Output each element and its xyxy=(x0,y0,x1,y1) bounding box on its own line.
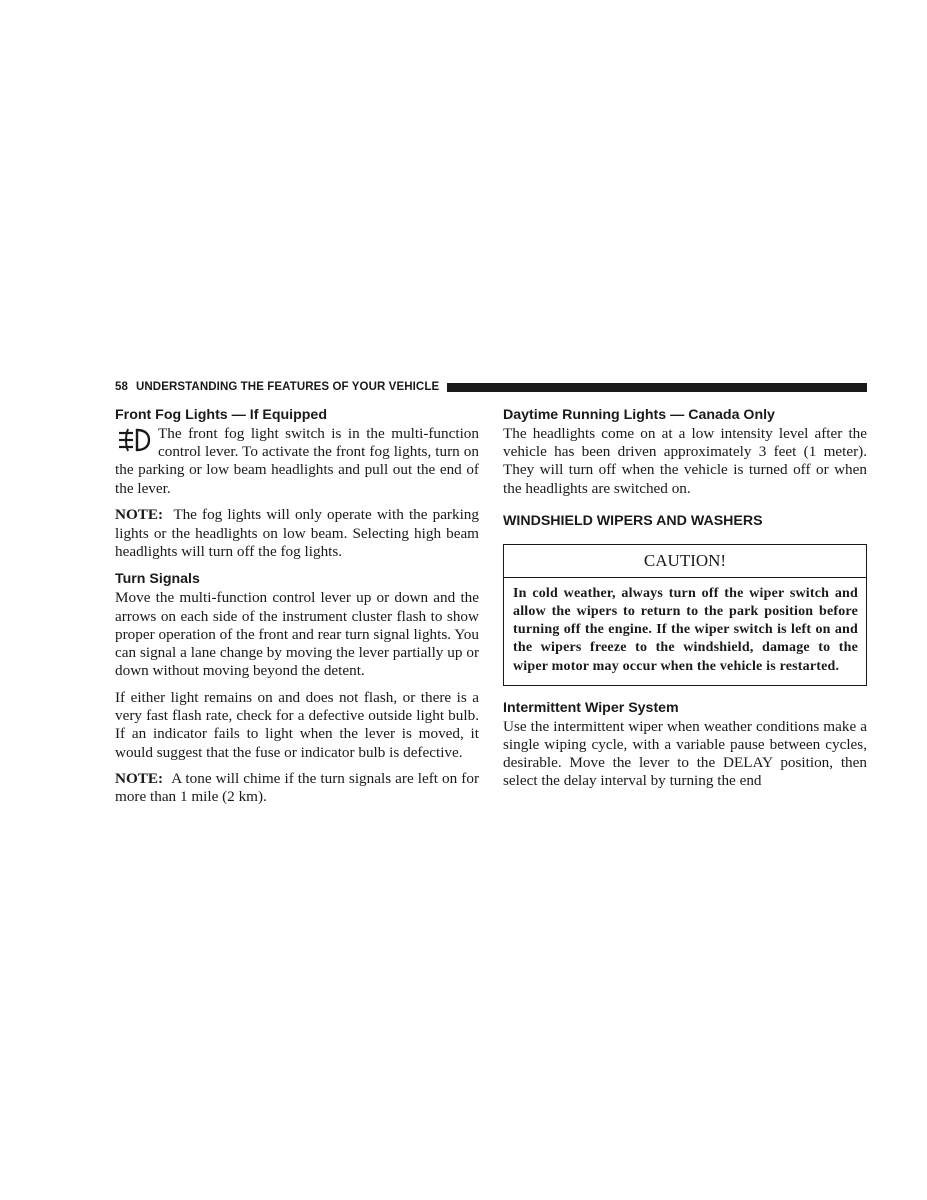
caution-title: CAUTION! xyxy=(504,545,866,578)
fog-lights-section xyxy=(115,425,479,498)
intermittent-wiper-text: Use the intermittent wiper when weather conditions make a single wiping cycle, with a variable pause between cycles, desirable. Move the lever to the DELAY position, then select the delay interval by turning the end xyxy=(503,717,867,790)
note-label: NOTE: xyxy=(115,770,164,788)
page-header xyxy=(115,378,867,396)
turn-signals-heading: Turn Signals xyxy=(115,571,200,588)
turn-note-text: A tone will chime if the turn signals are left on for more than 1 mile (2 km). xyxy=(115,770,480,806)
turn-signals-para-1: Move the multi-function control lever up or down and the arrows on each side of the instrument cluster flash to show proper operation of the front and rear turn signal lights. You can signal a lane change by moving the lever partially up or down without moving beyond the detent. xyxy=(115,589,479,680)
left-column xyxy=(115,405,479,807)
drl-text: The headlights come on at a low intensity level after the vehicle has been driven approximately 3 feet (1 meter). They will turn off when the vehicle is turned off or when the headlights are switched on. xyxy=(503,425,867,497)
fog-note-text: The fog lights will only operate with the parking lights or the headlights on low beam. Selecting high beam headlights will turn off the fog lights. xyxy=(115,506,479,560)
turn-signals-para-2: If either light remains on and does not flash, or there is a very fast flash rate, check for a defective outside light bulb. If an indicator fails to light when the lever is moved, it would suggest that the fuse or indicator bulb is defective. xyxy=(115,688,479,761)
drl-heading: Daytime Running Lights — Canada Only xyxy=(503,407,775,423)
wipers-heading: WINDSHIELD WIPERS AND WASHERS xyxy=(503,512,763,529)
fog-lights-text: The front fog light switch is in the multi-function control lever. To activate the front fog lights, turn on the parking or low beam headlights and pull out the end of the lever. xyxy=(115,425,479,497)
caution-box xyxy=(503,544,867,686)
caution-text: In cold weather, always turn off the wiper switch and allow the wipers to return to the park position before turning off the engine. If the wiper switch is left on and the wipers freeze to the windshield, damage to the wiper motor may occur when the vehicle is restarted. xyxy=(513,585,858,674)
fog-lights-heading: Front Fog Lights — If Equipped xyxy=(115,407,327,423)
turn-note xyxy=(115,770,479,806)
page-number: 58 xyxy=(115,381,128,393)
front-fog-light-icon xyxy=(115,425,155,461)
chapter-title: UNDERSTANDING THE FEATURES OF YOUR VEHICLE xyxy=(136,381,440,393)
intermittent-wiper-heading: Intermittent Wiper System xyxy=(503,699,679,716)
right-column xyxy=(503,405,867,791)
note-label: NOTE: xyxy=(115,506,164,524)
fog-note xyxy=(115,506,479,561)
header-rule xyxy=(447,383,867,392)
